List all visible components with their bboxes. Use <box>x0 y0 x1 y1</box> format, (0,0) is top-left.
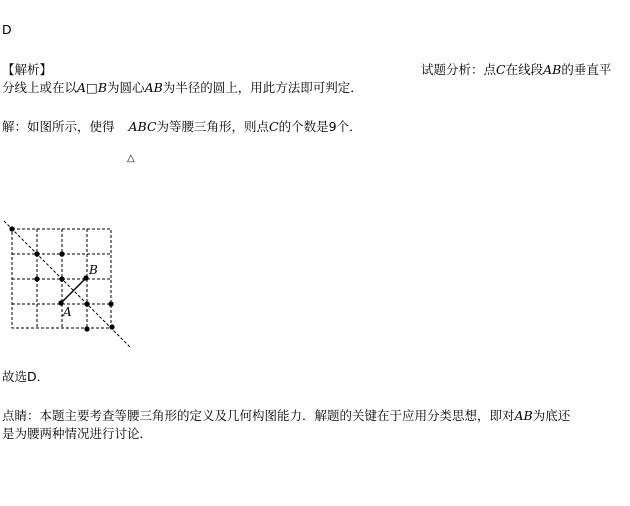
point-c <box>59 276 64 281</box>
point-c <box>84 326 89 331</box>
point-c <box>108 301 113 306</box>
point-c <box>34 276 39 281</box>
analysis-text: 试题分析：点 <box>421 62 497 77</box>
var-b: B <box>97 80 108 95</box>
var-c: C <box>269 119 279 134</box>
label-b: B <box>89 263 98 277</box>
point-c <box>34 251 39 256</box>
analysis-heading: 【解析】 <box>2 62 53 77</box>
solution-text: 的个数是9个． <box>278 119 362 134</box>
conclusion: 故选D． <box>2 369 50 384</box>
label-a: A <box>63 305 72 319</box>
analysis-text: 分线上或在以 <box>2 80 78 95</box>
var-c: C <box>496 62 506 77</box>
var-ab: AB <box>543 62 562 77</box>
var-a: A <box>77 80 87 95</box>
var-ab: AB <box>144 80 163 95</box>
comment-line-1 <box>2 408 570 424</box>
separator-box: □ <box>86 80 98 95</box>
comment-text: 为底还 <box>532 408 571 423</box>
point-c <box>59 251 64 256</box>
analysis-text: 在线段 <box>505 62 544 77</box>
geometry-figure <box>0 212 140 352</box>
analysis-text: 的垂直平 <box>561 62 612 77</box>
solution-line <box>2 119 362 135</box>
comment-text: 点睛：本题主要考查等腰三角形的定义及几何构图能力．解题的关键在于应用分类思想，即对 <box>2 408 515 423</box>
point-c <box>84 301 89 306</box>
point-c <box>9 226 14 231</box>
point-b <box>83 275 88 280</box>
analysis-line-1 <box>421 62 611 78</box>
analysis-line-2 <box>2 80 363 96</box>
comment-line-2: 是为腰两种情况进行讨论． <box>2 426 153 441</box>
var-ab: AB <box>514 408 533 423</box>
analysis-text: 为半径的圆上，用此方法即可判定． <box>162 80 363 95</box>
solution-text: 解：如图所示，使得 <box>2 119 115 134</box>
var-abc: ABC <box>128 119 157 134</box>
point-c <box>109 324 114 329</box>
solution-text: 为等腰三角形，则点 <box>156 119 270 134</box>
answer-label: D <box>2 22 12 37</box>
analysis-text: 为圆心 <box>107 80 145 95</box>
triangle-symbol: △ <box>127 153 135 164</box>
